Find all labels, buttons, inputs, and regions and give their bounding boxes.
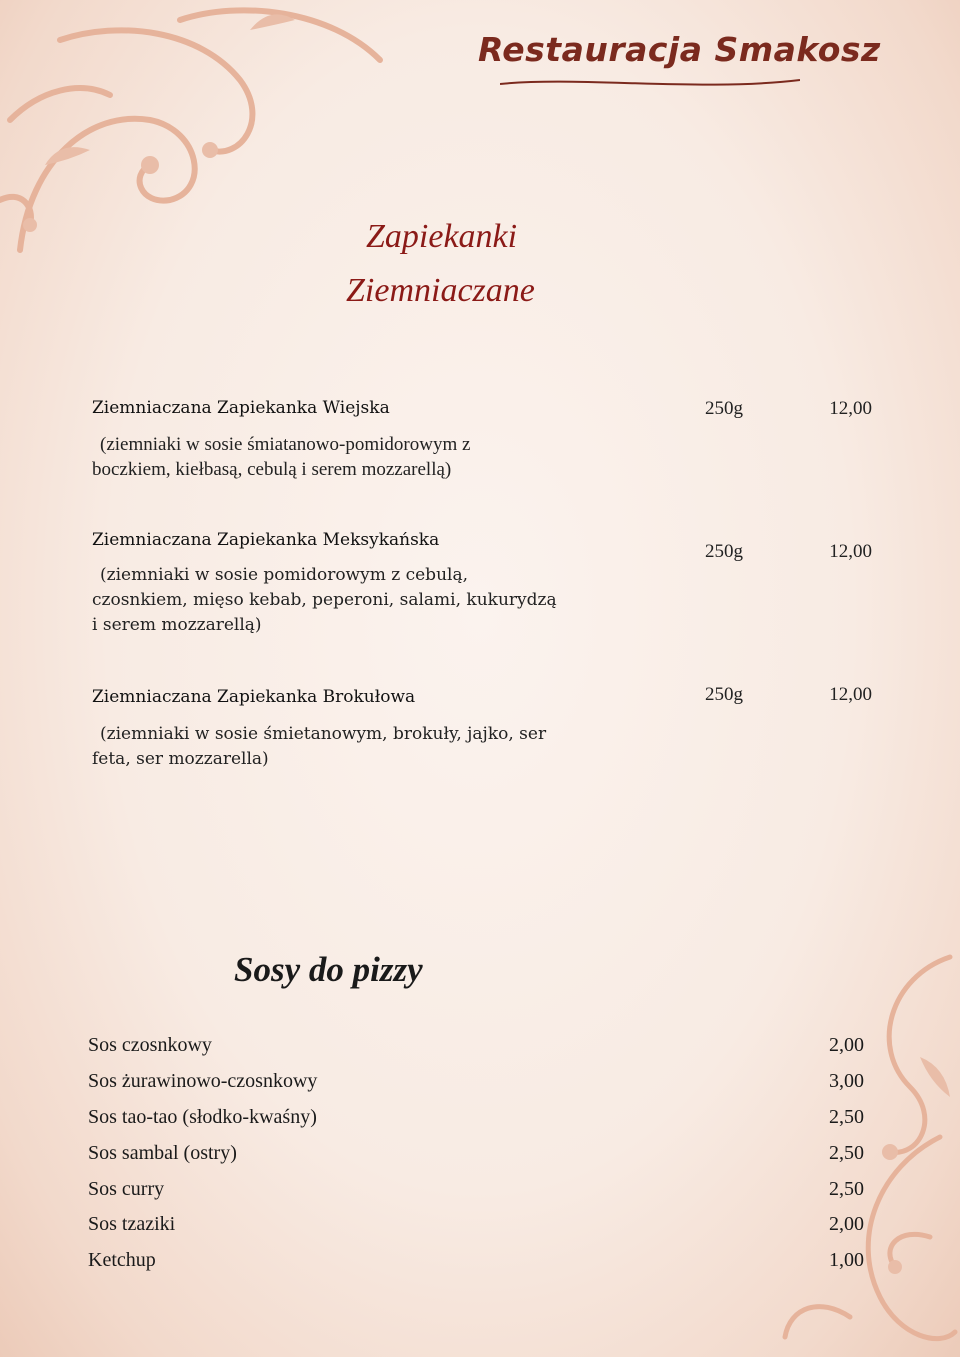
sauce-price: 2,00: [829, 1034, 864, 1056]
menu-item-weight: 250g: [705, 398, 743, 419]
menu-item-name: Ziemniaczana Zapiekanka Meksykańska: [92, 530, 440, 550]
description-line: i serem mozzarellą): [92, 615, 262, 635]
ornament-top-left: [0, 0, 420, 280]
description-line: feta, ser mozzarella): [92, 749, 269, 769]
sauce-price: 1,00: [829, 1249, 864, 1271]
restaurant-logo: Restauracja Smakosz: [478, 30, 881, 69]
menu-item-price: 12,00: [829, 398, 872, 419]
sauce-price: 2,00: [829, 1213, 864, 1235]
description-line: (ziemniaki w sosie śmietanowym, brokuły, jajko, ser: [100, 724, 547, 744]
sauce-name: Sos curry: [88, 1178, 165, 1200]
menu-item-weight: 250g: [705, 541, 743, 562]
logo-underline-flourish: [500, 74, 800, 94]
sauce-name: Sos tzaziki: [88, 1213, 176, 1235]
section-title-zapiekanki: Zapiekanki: [366, 218, 518, 255]
sauce-name: Ketchup: [88, 1249, 156, 1271]
menu-item-description: [92, 722, 612, 772]
menu-item-weight: 250g: [705, 684, 743, 705]
section-title-sosy: Sosy do pizzy: [234, 950, 423, 989]
description-line: boczkiem, kiełbasą, cebulą i serem mozzarellą): [92, 459, 452, 480]
description-line: czosnkiem, mięso kebab, peperoni, salami, kukurydzą: [92, 590, 557, 610]
menu-item-price: 12,00: [829, 684, 872, 705]
description-line: (ziemniaki w sosie śmiatanowo-pomidorowym z: [100, 434, 471, 455]
description-line: (ziemniaki w sosie pomidorowym z cebulą,: [100, 565, 468, 585]
sauce-price: 2,50: [829, 1178, 864, 1200]
sauce-price: 2,50: [829, 1106, 864, 1128]
section-title-ziemniaczane: Ziemniaczane: [346, 272, 535, 309]
menu-item-name: Ziemniaczana Zapiekanka Wiejska: [92, 398, 390, 418]
sauce-price: 2,50: [829, 1142, 864, 1164]
menu-item-price: 12,00: [829, 541, 872, 562]
sauce-name: Sos sambal (ostry): [88, 1142, 237, 1164]
menu-item-description: [92, 563, 612, 638]
sauce-name: Sos tao-tao (słodko-kwaśny): [88, 1106, 317, 1128]
sauce-price: 3,00: [829, 1070, 864, 1092]
sauce-name: Sos czosnkowy: [88, 1034, 212, 1056]
menu-item-description: [92, 432, 612, 482]
sauce-name: Sos żurawinowo-czosnkowy: [88, 1070, 318, 1092]
menu-item-name: Ziemniaczana Zapiekanka Brokułowa: [92, 687, 416, 707]
